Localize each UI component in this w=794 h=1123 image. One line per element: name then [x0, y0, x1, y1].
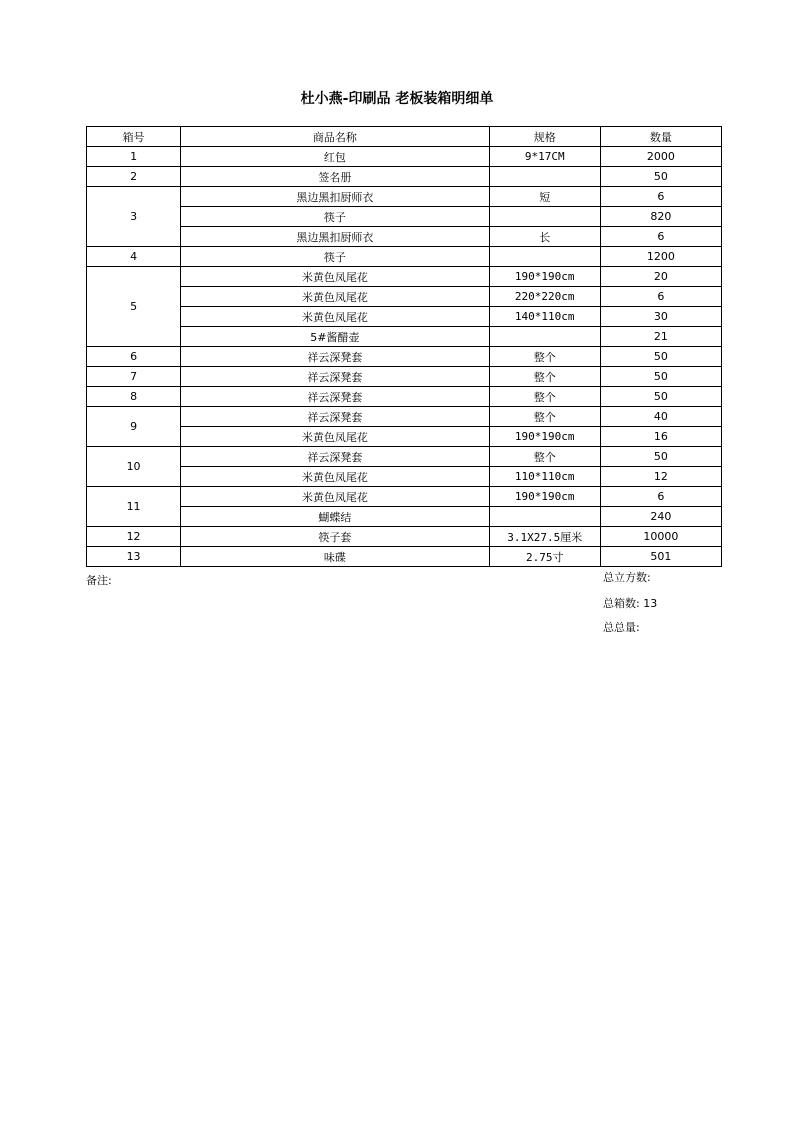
product-name-cell: 祥云深凳套 — [181, 367, 489, 387]
table-row — [87, 287, 722, 307]
product-name-cell: 蝴蝶结 — [181, 507, 489, 527]
box-number-cell: 10 — [87, 447, 181, 487]
remark-label: 备注: — [86, 574, 112, 587]
specification-cell — [489, 507, 600, 527]
product-name-cell: 米黄色凤尾花 — [181, 287, 489, 307]
total-weight-label: 总总量: — [603, 621, 640, 634]
table-header-row — [87, 127, 722, 147]
specification-cell: 190*190cm — [489, 267, 600, 287]
quantity-cell: 16 — [600, 427, 721, 447]
quantity-cell: 50 — [600, 367, 721, 387]
quantity-cell: 6 — [600, 287, 721, 307]
table-row — [87, 467, 722, 487]
document-title: 杜小燕-印刷品 老板装箱明细单 — [300, 91, 494, 107]
quantity-cell: 40 — [600, 407, 721, 427]
box-number-cell: 13 — [87, 547, 181, 567]
product-name-cell: 黑边黑扣厨师衣 — [181, 187, 489, 207]
quantity-cell: 820 — [600, 207, 721, 227]
total-boxes — [603, 595, 657, 611]
total-weight — [603, 619, 640, 635]
specification-cell: 整个 — [489, 347, 600, 367]
specification-cell: 短 — [489, 187, 600, 207]
table-row — [87, 427, 722, 447]
quantity-cell: 501 — [600, 547, 721, 567]
table-row — [87, 547, 722, 567]
box-number-cell: 8 — [87, 387, 181, 407]
quantity-cell: 1200 — [600, 247, 721, 267]
quantity-cell: 240 — [600, 507, 721, 527]
box-number-cell: 7 — [87, 367, 181, 387]
product-name-cell: 味碟 — [181, 547, 489, 567]
quantity-cell: 50 — [600, 347, 721, 367]
product-name-cell: 红包 — [181, 147, 489, 167]
total-boxes-label: 总箱数: — [603, 597, 640, 610]
product-name-cell: 米黄色凤尾花 — [181, 307, 489, 327]
specification-cell: 220*220cm — [489, 287, 600, 307]
quantity-cell: 50 — [600, 167, 721, 187]
table-row — [87, 267, 722, 287]
quantity-cell: 20 — [600, 267, 721, 287]
table-row — [87, 307, 722, 327]
product-name-cell: 米黄色凤尾花 — [181, 427, 489, 447]
box-number-cell: 1 — [87, 147, 181, 167]
table-row — [87, 167, 722, 187]
product-name-cell: 签名册 — [181, 167, 489, 187]
total-volume — [603, 569, 651, 585]
product-name-cell: 黑边黑扣厨师衣 — [181, 227, 489, 247]
specification-cell: 长 — [489, 227, 600, 247]
quantity-cell: 21 — [600, 327, 721, 347]
specification-cell — [489, 247, 600, 267]
box-number-cell: 12 — [87, 527, 181, 547]
table-body — [87, 147, 722, 567]
product-name-cell: 米黄色凤尾花 — [181, 267, 489, 287]
box-number-cell: 5 — [87, 267, 181, 347]
box-number-cell: 2 — [87, 167, 181, 187]
specification-cell: 整个 — [489, 387, 600, 407]
quantity-cell: 10000 — [600, 527, 721, 547]
box-number-cell: 6 — [87, 347, 181, 367]
product-name-cell: 筷子套 — [181, 527, 489, 547]
product-name-cell: 祥云深凳套 — [181, 347, 489, 367]
quantity-cell: 50 — [600, 387, 721, 407]
specification-cell: 190*190cm — [489, 487, 600, 507]
box-number-cell: 11 — [87, 487, 181, 527]
specification-cell: 140*110cm — [489, 307, 600, 327]
specification-cell: 110*110cm — [489, 467, 600, 487]
header-box-number: 箱号 — [87, 127, 181, 147]
header-quantity: 数量 — [600, 127, 721, 147]
quantity-cell: 2000 — [600, 147, 721, 167]
specification-cell: 2.75寸 — [489, 547, 600, 567]
specification-cell: 整个 — [489, 447, 600, 467]
product-name-cell: 祥云深凳套 — [181, 387, 489, 407]
table-row — [87, 367, 722, 387]
table-row — [87, 487, 722, 507]
specification-cell: 9*17CM — [489, 147, 600, 167]
header-specification: 规格 — [489, 127, 600, 147]
table-row — [87, 147, 722, 167]
specification-cell — [489, 207, 600, 227]
specification-cell: 整个 — [489, 407, 600, 427]
packing-list-table — [86, 126, 722, 567]
product-name-cell: 米黄色凤尾花 — [181, 487, 489, 507]
table-row — [87, 407, 722, 427]
product-name-cell: 5#酱醋壶 — [181, 327, 489, 347]
table-row — [87, 387, 722, 407]
total-boxes-value: 13 — [643, 597, 658, 610]
quantity-cell: 6 — [600, 227, 721, 247]
specification-cell — [489, 167, 600, 187]
specification-cell — [489, 327, 600, 347]
product-name-cell: 祥云深凳套 — [181, 447, 489, 467]
specification-cell: 整个 — [489, 367, 600, 387]
quantity-cell: 6 — [600, 187, 721, 207]
table-row — [87, 227, 722, 247]
quantity-cell: 6 — [600, 487, 721, 507]
table-row — [87, 447, 722, 467]
product-name-cell: 筷子 — [181, 207, 489, 227]
quantity-cell: 12 — [600, 467, 721, 487]
table-row — [87, 187, 722, 207]
box-number-cell: 9 — [87, 407, 181, 447]
box-number-cell: 3 — [87, 187, 181, 247]
table-row — [87, 327, 722, 347]
specification-cell: 3.1X27.5厘米 — [489, 527, 600, 547]
specification-cell: 190*190cm — [489, 427, 600, 447]
table-row — [87, 507, 722, 527]
product-name-cell: 祥云深凳套 — [181, 407, 489, 427]
table-row — [87, 527, 722, 547]
table-row — [87, 347, 722, 367]
quantity-cell: 50 — [600, 447, 721, 467]
table-row — [87, 207, 722, 227]
total-volume-label: 总立方数: — [603, 571, 651, 584]
quantity-cell: 30 — [600, 307, 721, 327]
header-product-name: 商品名称 — [181, 127, 489, 147]
product-name-cell: 米黄色凤尾花 — [181, 467, 489, 487]
product-name-cell: 筷子 — [181, 247, 489, 267]
box-number-cell: 4 — [87, 247, 181, 267]
table-row — [87, 247, 722, 267]
